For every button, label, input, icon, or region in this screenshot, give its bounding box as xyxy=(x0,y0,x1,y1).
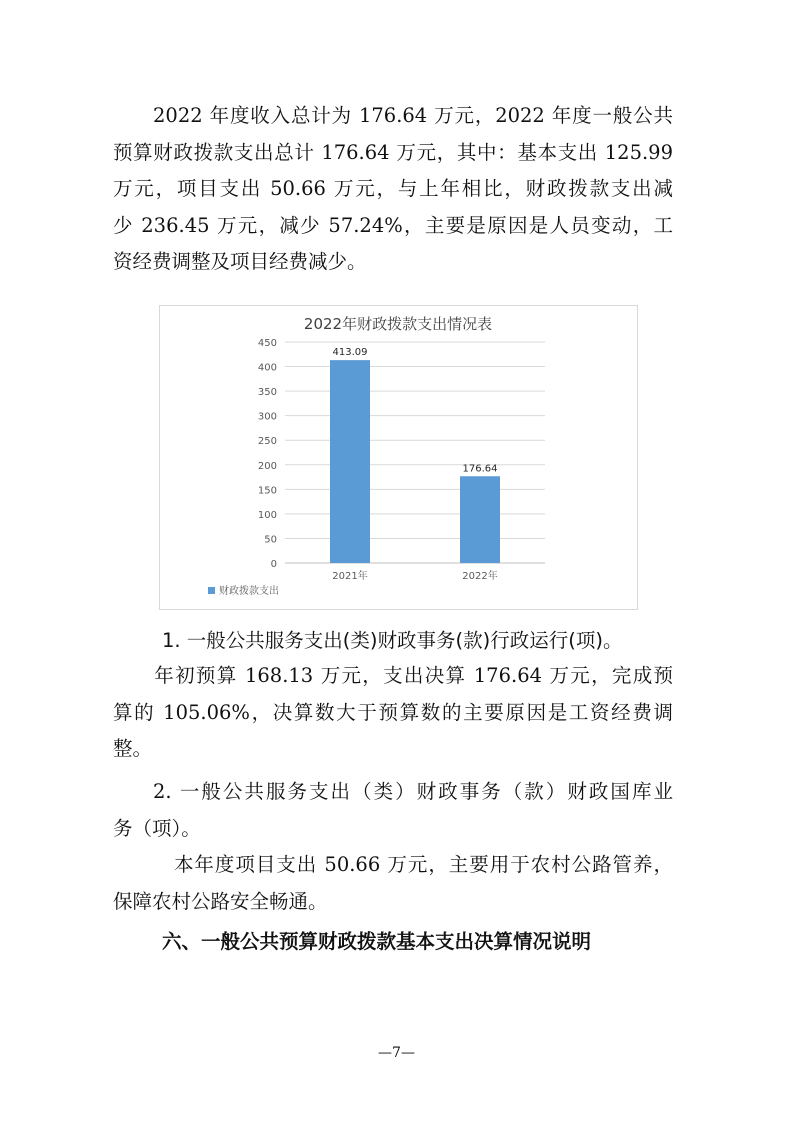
section-1-heading: 1. 一般公共服务支出(类)财政事务(款)行政运行(项)。 xyxy=(162,629,623,652)
y-tick-label: 50 xyxy=(264,534,277,546)
y-tick-label: 0 xyxy=(270,559,277,570)
paragraph-line: 资经费调整及项目经费减少。 xyxy=(113,250,367,274)
paragraph-line: 算的 105.06%，决算数大于预算数的主要原因是工资经费调 xyxy=(113,700,673,724)
paragraph-line: 保障农村公路安全畅通。 xyxy=(113,889,328,913)
paragraph-line: 预算财政拨款支出总计 176.64 万元，其中：基本支出 125.99 xyxy=(113,140,673,164)
intro-paragraph xyxy=(113,98,673,281)
paragraph-line: 整。 xyxy=(113,737,153,761)
section-6-heading: 六、一般公共预算财政拨款基本支出决算情况说明 xyxy=(162,930,592,953)
y-tick-label: 450 xyxy=(257,338,277,349)
y-tick-label: 100 xyxy=(257,509,277,521)
section-1-paragraph xyxy=(113,658,673,768)
section-2-heading xyxy=(113,774,673,847)
page-number: —7— xyxy=(378,1045,415,1061)
data-label: 176.64 xyxy=(462,463,498,475)
paragraph-line: 年初预算 168.13 万元，支出决算 176.64 万元，完成预 xyxy=(153,664,673,687)
bar xyxy=(330,360,370,563)
heading-line: 2. 一般公共服务支出（类）财政事务（款）财政国库业 xyxy=(153,780,673,803)
y-tick-label: 250 xyxy=(257,436,277,448)
y-tick-label: 400 xyxy=(257,362,277,374)
paragraph-line: 2022 年度收入总计为 176.64 万元，2022 年度一般公共 xyxy=(153,104,673,127)
legend-swatch xyxy=(208,587,215,594)
section-2-paragraph xyxy=(113,847,673,920)
paragraph-line: 万元，项目支出 50.66 万元，与上年相比，财政拨款支出减 xyxy=(113,177,673,201)
bar-chart xyxy=(160,306,637,609)
heading-line: 务（项）。 xyxy=(113,816,201,840)
y-tick-label: 150 xyxy=(257,485,277,497)
chart-title: 2022年财政拨款支出情况表 xyxy=(303,315,493,333)
data-label: 413.09 xyxy=(332,347,368,359)
legend-label: 财政拨款支出 xyxy=(219,586,279,597)
paragraph-line: 本年度项目支出 50.66 万元，主要用于农村公路管养， xyxy=(173,853,673,876)
bar xyxy=(460,476,500,563)
x-tick-label: 2022年 xyxy=(462,571,498,582)
y-tick-label: 200 xyxy=(257,460,277,472)
y-tick-label: 350 xyxy=(257,387,277,399)
paragraph-line: 少 236.45 万元，减少 57.24%，主要是原因是人员变动，工 xyxy=(113,213,673,237)
x-tick-label: 2021年 xyxy=(332,571,368,582)
expenditure-chart xyxy=(159,305,638,610)
y-tick-label: 300 xyxy=(257,411,277,423)
